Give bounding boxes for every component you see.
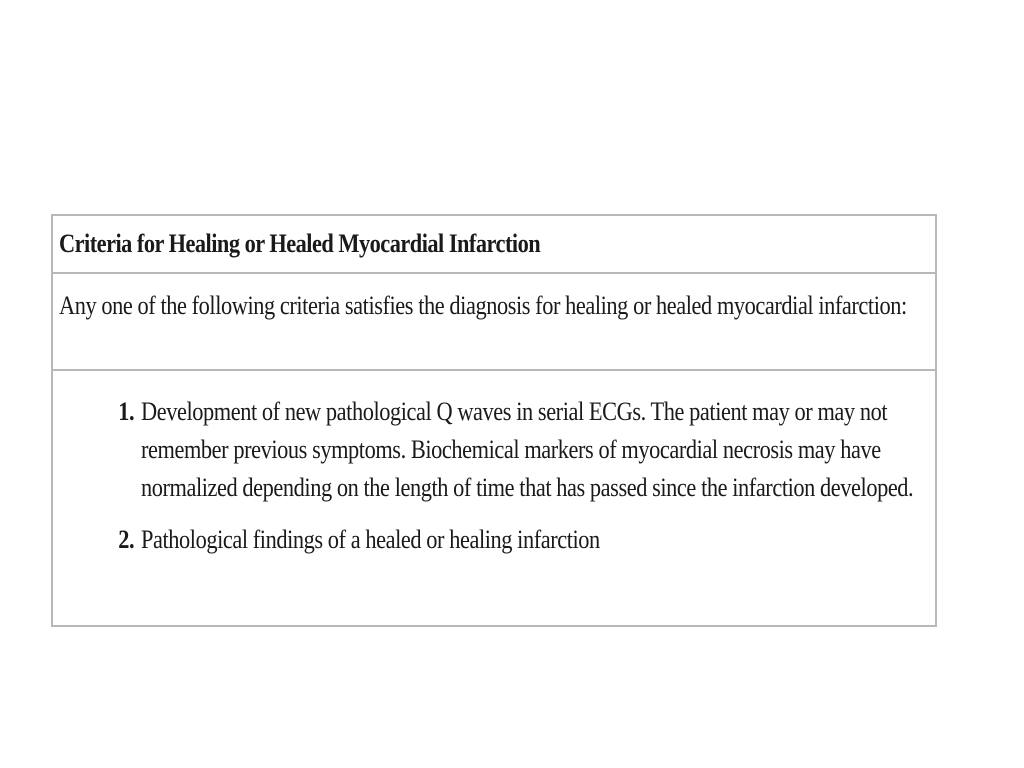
list-item	[59, 521, 927, 559]
table-intro-row	[53, 274, 935, 371]
list-item-text: Development of new pathological Q waves in serial ECGs. The patient may or may not remember previous symptoms. Biochemical markers of myocardial necrosis may have normalized depending on the length of time that has passed since the infarction developed.	[141, 397, 914, 502]
list-item-number: 1.	[118, 397, 135, 426]
list-item-text: Pathological findings of a healed or healing infarction	[141, 525, 600, 554]
table-title: Criteria for Healing or Healed Myocardial Infarction	[59, 229, 541, 258]
table-intro: Any one of the following criteria satisfies the diagnosis for healing or healed myocardial infarction:	[59, 291, 907, 320]
table-title-row	[53, 216, 935, 274]
list-item	[59, 393, 927, 507]
criteria-table	[51, 214, 937, 627]
list-item-number: 2.	[118, 525, 135, 554]
criteria-list	[53, 371, 935, 559]
